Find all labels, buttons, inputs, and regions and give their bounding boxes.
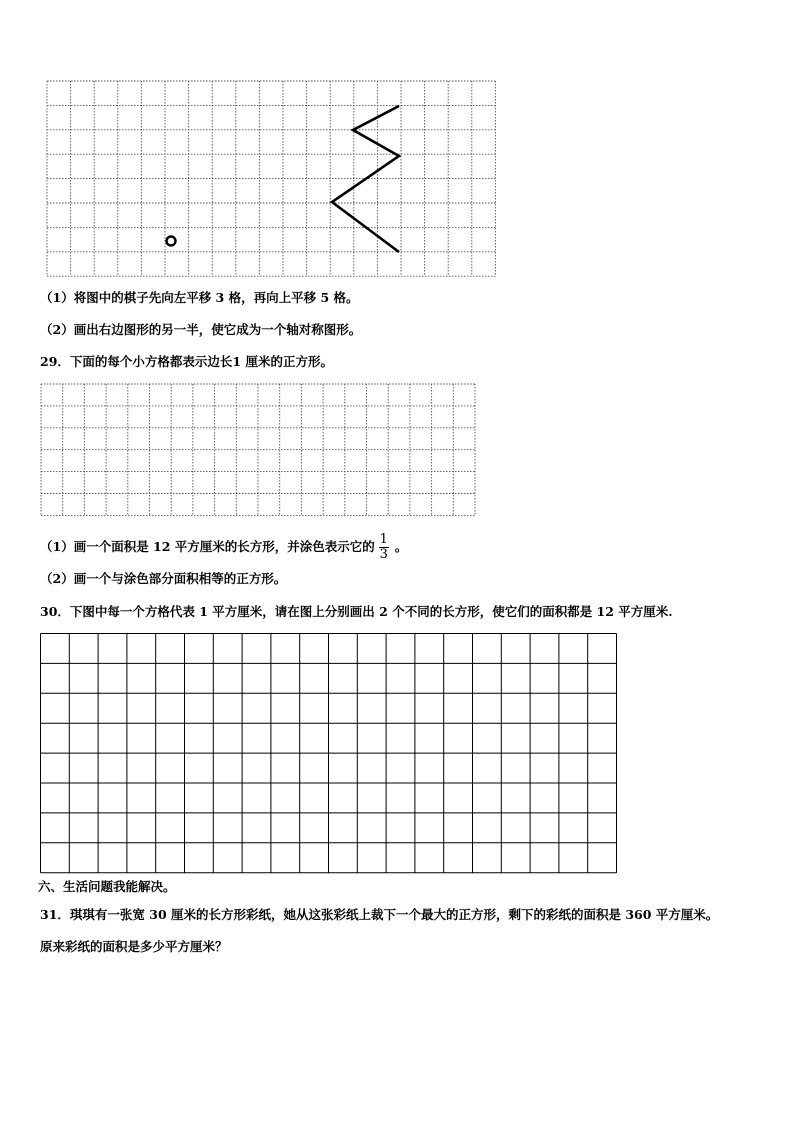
- q29-instruction-1: [40, 531, 407, 565]
- grid-q30[interactable]: [40, 633, 619, 874]
- fraction-one-third: [379, 533, 389, 562]
- grid-q28[interactable]: [46, 80, 502, 278]
- q31-line-2: 原来彩纸的面积是多少平方厘米？: [40, 939, 228, 954]
- q30-title: 30．下图中每一个方格代表 1 平方厘米，请在图上分别画出 2 个不同的长方形，使它们的面积都是 12 平方厘米.: [40, 604, 673, 619]
- q29-title: 29．下面的每个小方格都表示边长1 厘米的正方形。: [40, 354, 333, 369]
- q29-instruction-1-end: 。: [394, 539, 408, 554]
- section-6-title: 六、生活问题我能解决。: [38, 879, 176, 894]
- fraction-numerator: 1: [379, 532, 388, 547]
- q28-instruction-1: （1）将图中的棋子先向左平移 3 格，再向上平移 5 格。: [40, 290, 359, 305]
- q29-instruction-2: （2）画一个与涂色部分面积相等的正方形。: [40, 571, 287, 586]
- q29-instruction-1-text: （1）画一个面积是 12 平方厘米的长方形，并涂色表示它的: [40, 539, 375, 554]
- q28-instruction-2: （2）画出右边图形的另一半，使它成为一个轴对称图形。: [40, 322, 362, 337]
- fraction-denominator: 3: [379, 547, 388, 562]
- chess-piece-icon[interactable]: [167, 237, 176, 246]
- grid-q29[interactable]: [40, 383, 477, 518]
- q31-line-1: 31．琪琪有一张宽 30 厘米的长方形彩纸，她从这张彩纸上裁下一个最大的正方形，剩下的彩纸的面积是 360 平方厘米。: [40, 907, 719, 922]
